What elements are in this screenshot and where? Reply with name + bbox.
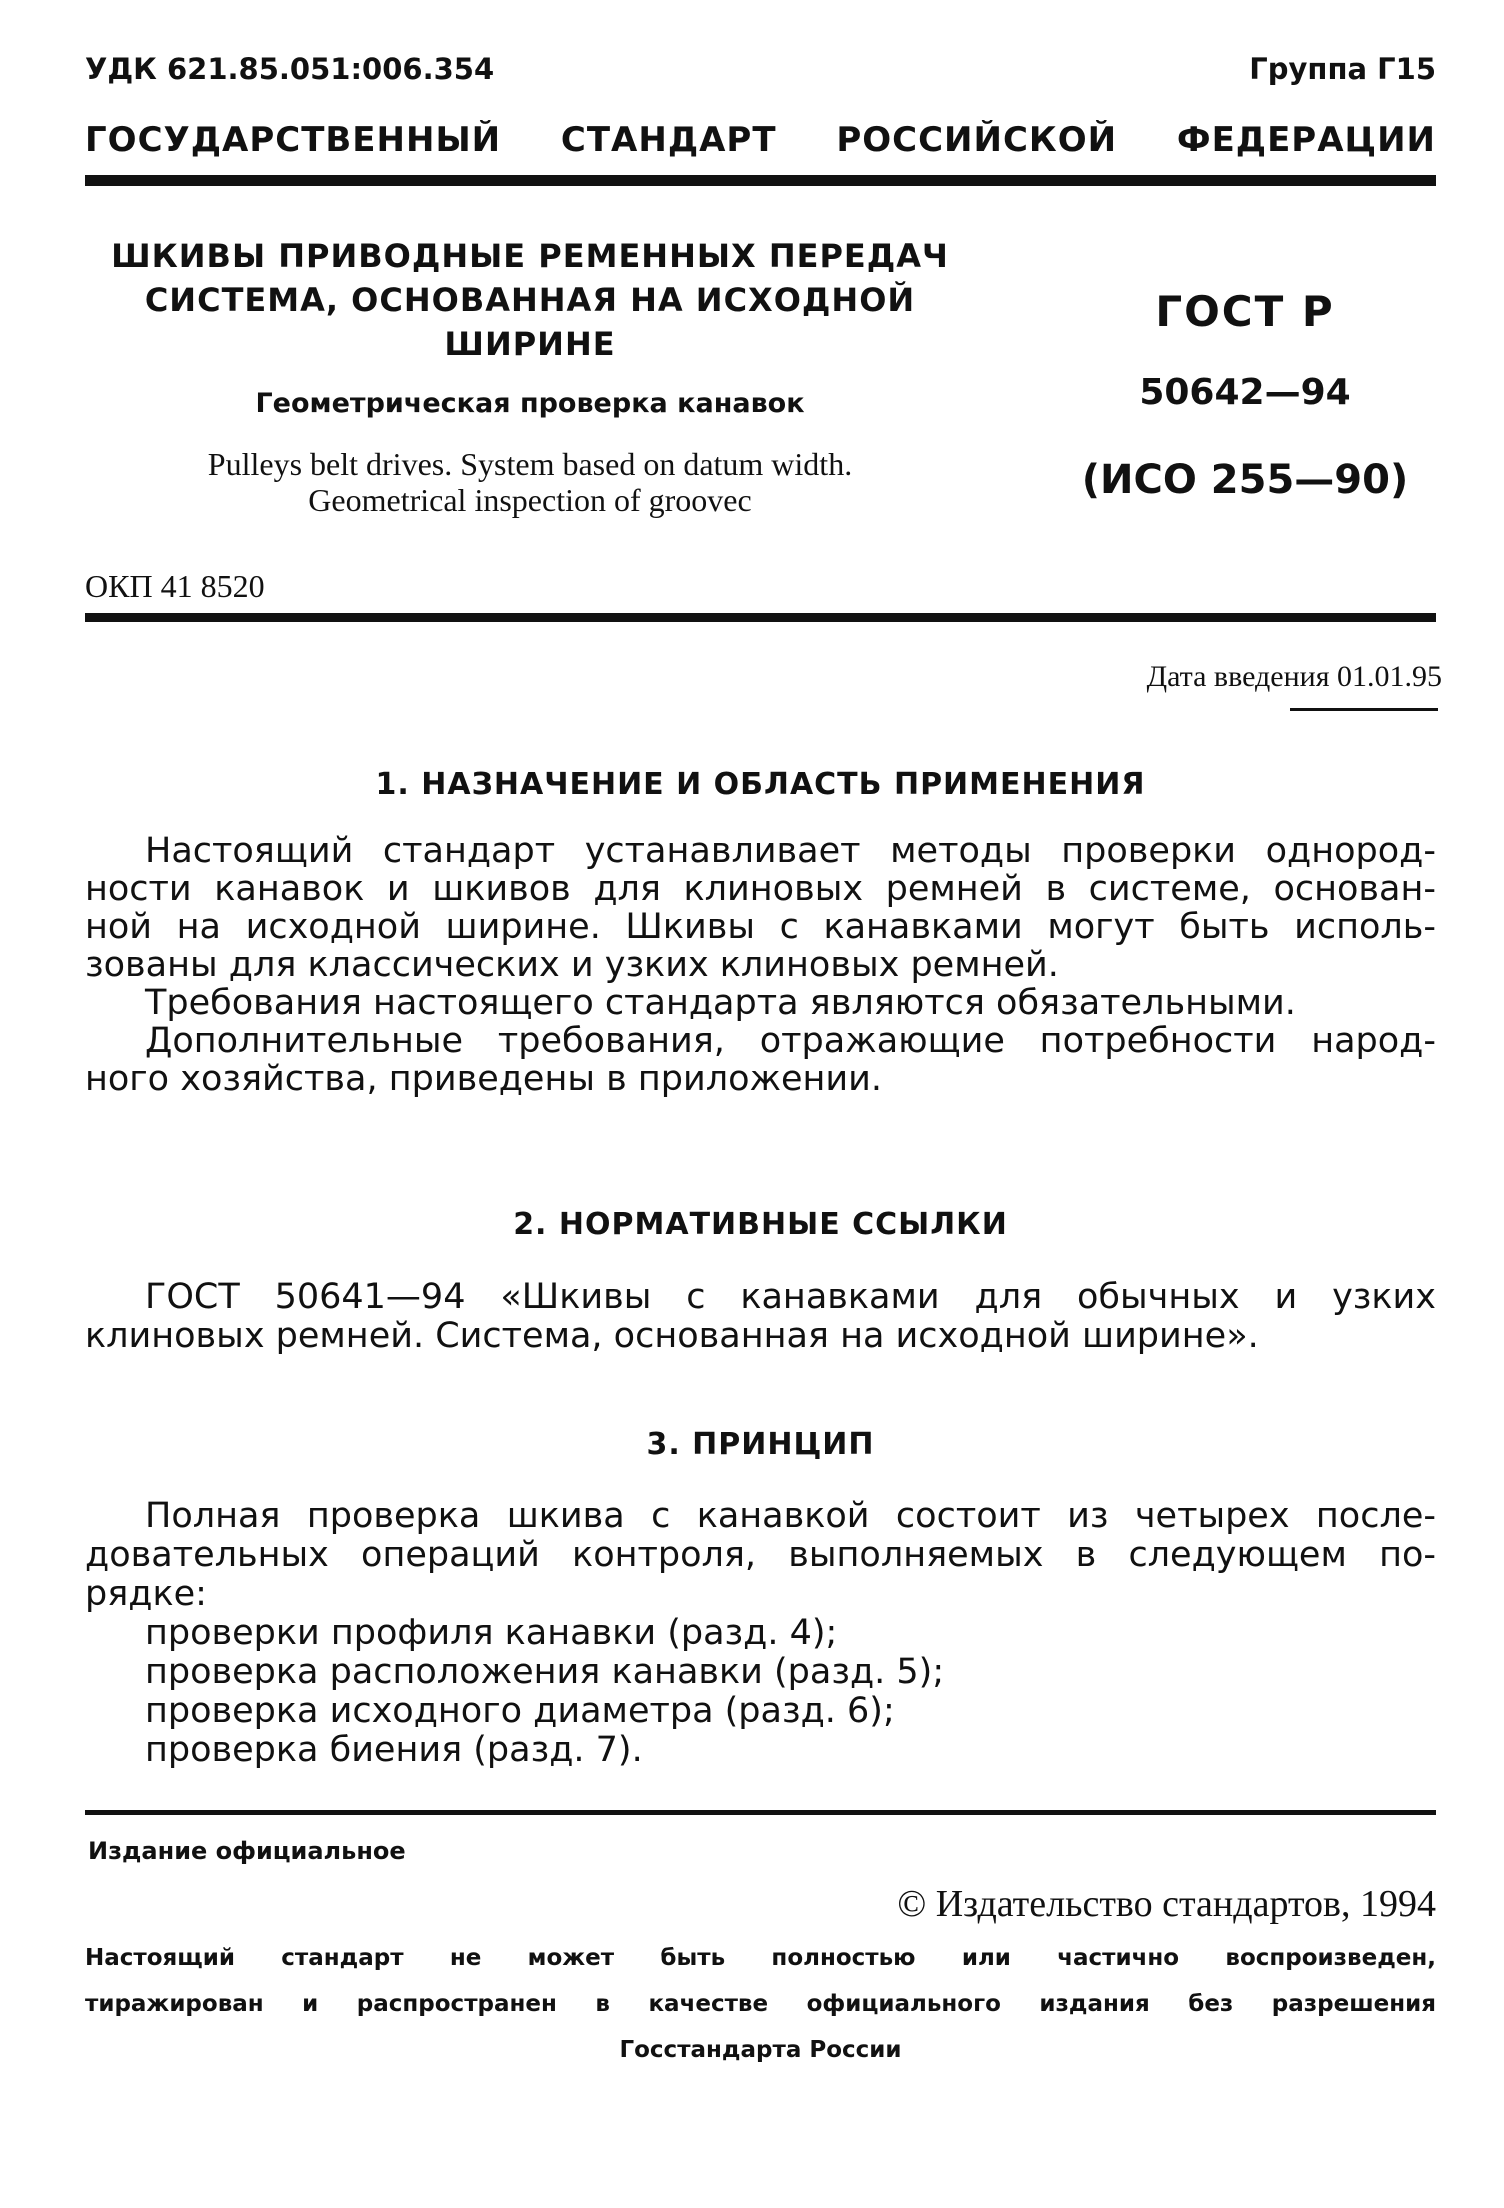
section-body (85, 1497, 1436, 1770)
org-title (85, 120, 1436, 160)
english-title (85, 446, 975, 518)
title-line: СИСТЕМА, ОСНОВАННАЯ НА ИСХОДНОЙ (144, 281, 916, 319)
group-code: Группа Г15 (1249, 52, 1436, 86)
text-line: Дополнительные требования, отражающие потребности народ- (145, 1022, 1436, 1060)
list-item: проверка расположения канавки (разд. 5); (145, 1652, 945, 1692)
intro-date: Дата введения 01.01.95 (1146, 660, 1442, 693)
text-line: довательных операций контроля, выполняемых в следующем по- (85, 1536, 1436, 1575)
text-line: Требования настоящего стандарта являются обязательными. (145, 983, 1296, 1023)
org-title-text: ГОСУДАРСТВЕННЫЙ СТАНДАРТ РОССИЙСКОЙ ФЕДЕРАЦИИ (85, 120, 1436, 160)
notice-line: тиражирован и распространен в качестве официального издания без разрешения (85, 1991, 1436, 2017)
text-line: Настоящий стандарт устанавливает методы проверки однород- (145, 832, 1436, 870)
section-heading: 2. НОРМАТИВНЫЕ ССЫЛКИ (513, 1207, 1008, 1242)
list-item: проверка биения (разд. 7). (145, 1730, 643, 1770)
section-heading: 1. НАЗНАЧЕНИЕ И ОБЛАСТЬ ПРИМЕНЕНИЯ (375, 767, 1146, 802)
gost-number: 50642—94 (1139, 372, 1351, 413)
footer-rule (85, 1810, 1436, 1815)
text-line: клиновых ремней. Система, основанная на исходной ширине». (85, 1316, 1259, 1356)
okp-code: ОКП 41 8520 (85, 568, 265, 604)
text-line: зованы для классических и узких клиновых ремней. (85, 945, 1059, 985)
header-rule (85, 175, 1436, 186)
gost-label: ГОСТ Р (1155, 287, 1335, 336)
list-item: проверки профиля канавки (разд. 4); (145, 1613, 838, 1653)
text-line: рядке: (85, 1574, 207, 1614)
notice-line: Госстандарта России (619, 2037, 902, 2063)
section-body (85, 1278, 1436, 1356)
text-line: ГОСТ 50641—94 «Шкивы с канавками для обычных и узких (145, 1278, 1436, 1317)
text-line: ного хозяйства, приведены в приложении. (85, 1059, 883, 1099)
section-heading: 3. ПРИНЦИП (646, 1427, 875, 1462)
text-line: Полная проверка шкива с канавкой состоит из четырех после- (145, 1497, 1436, 1536)
standard-title (85, 234, 975, 366)
english-title-line: Geometrical inspection of groovec (308, 482, 752, 518)
reproduction-notice (85, 1935, 1436, 2073)
title-line: ШИРИНЕ (444, 325, 616, 363)
text-line: ности канавок и шкивов для клиновых ремней в системе, основан- (85, 870, 1436, 908)
list-item: проверка исходного диаметра (разд. 6); (145, 1691, 895, 1731)
intro-date-underline (1290, 708, 1438, 711)
standard-subtitle: Геометрическая проверка канавок (255, 388, 805, 419)
edition-label: Издание официальное (88, 1837, 406, 1865)
iso-reference: (ИСО 255—90) (1081, 457, 1409, 503)
section-body (85, 832, 1436, 1099)
notice-line: Настоящий стандарт не может быть полностью или частично воспроизведен, (85, 1945, 1436, 1971)
text-line: ной на исходной ширине. Шкивы с канавками могут быть исполь- (85, 908, 1436, 946)
udk-code: УДК 621.85.051:006.354 (85, 52, 495, 86)
english-title-line: Pulleys belt drives. System based on datum width. (207, 446, 853, 482)
copyright-notice: © Издательство стандартов, 1994 (897, 1883, 1436, 1925)
title-line: ШКИВЫ ПРИВОДНЫЕ РЕМЕННЫХ ПЕРЕДАЧ (111, 237, 949, 275)
title-rule (85, 613, 1436, 622)
